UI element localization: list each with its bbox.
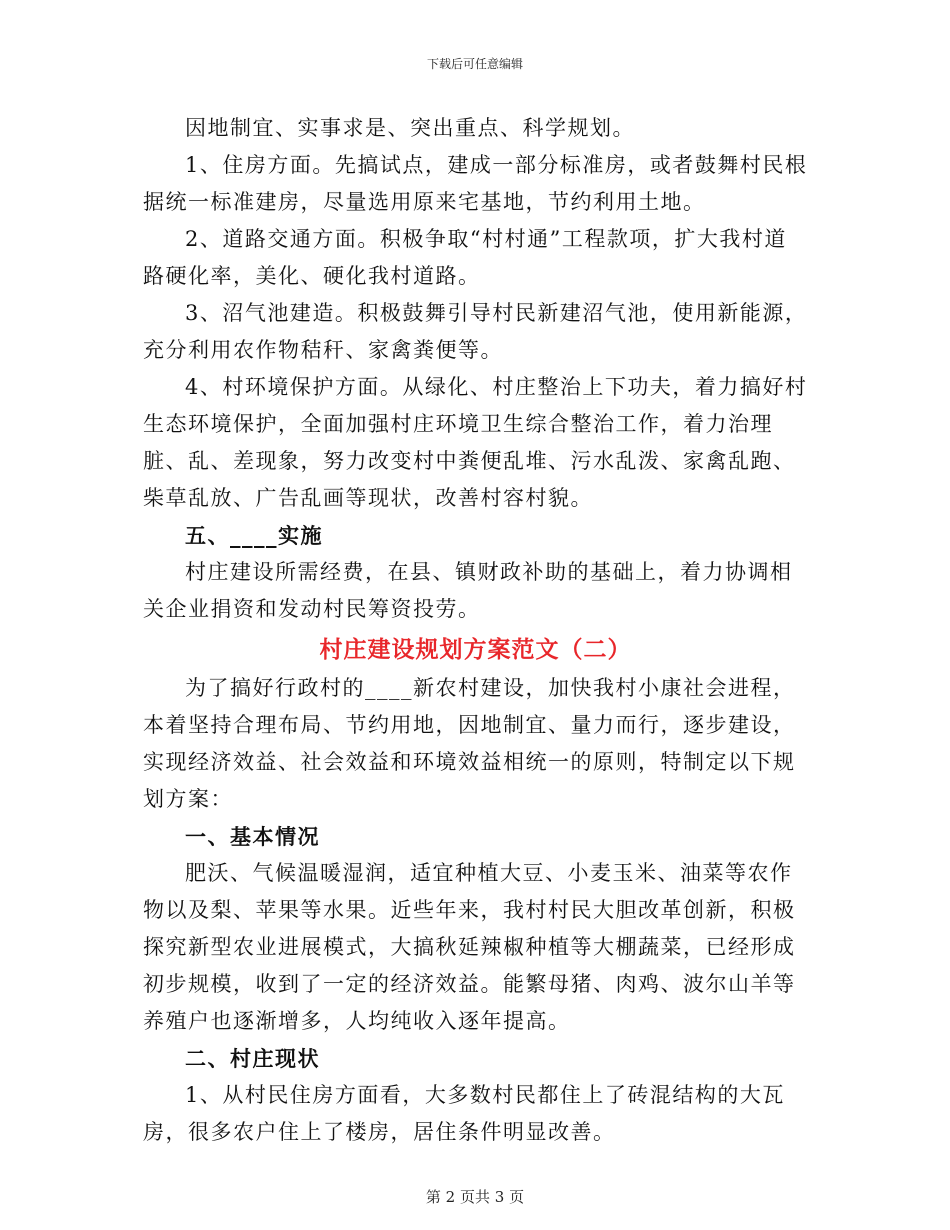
paragraph-principles: 因地制宜、实事求是、突出重点、科学规划。 bbox=[185, 116, 635, 140]
paragraph-basic-info: 肥沃、气候温暖湿润，适宜种植大豆、小麦玉米、油菜等农作物以及梨、苹果等水果。近些年来，我村村民大胆改革创新，积极探究新型农业进展模式，大搞秋延辣椒种植等大棚蔬菜，已经形成初步规模，收到了一定的经济效益。能繁母猪、肉鸡、波尔山羊等养殖户也逐渐增多，人均纯收入逐年提高。 bbox=[143, 861, 796, 1033]
section-heading-implementation: 五、____实施 bbox=[185, 523, 323, 548]
section-heading-basic-info: 一、基本情况 bbox=[185, 824, 320, 849]
paragraph-roads: 2、道路交通方面。积极争取“村村通”工程款项，扩大我村道路硬化率，美化、硬化我村道路。 bbox=[143, 227, 787, 288]
paragraph-village-housing: 1、从村民住房方面看，大多数村民都住上了砖混结构的大瓦房，很多农户住上了楼房，居住条件明显改善。 bbox=[143, 1083, 785, 1144]
paragraph-biogas: 3、沼气池建造。积极鼓舞引导村民新建沼气池，使用新能源，充分利用农作物秸秆、家禽粪便等。 bbox=[143, 301, 808, 362]
page-footer: 第 2 页共 3 页 bbox=[425, 1188, 525, 1206]
document-title: 村庄建设规划方案范文（二） bbox=[319, 636, 632, 663]
document-body bbox=[143, 110, 808, 1151]
paragraph-funding: 村庄建设所需经费，在县、镇财政补助的基础上，着力协调相关企业捐资和发动村民筹资投劳。 bbox=[143, 560, 793, 621]
page-header: 下载后可任意编辑 bbox=[426, 57, 523, 71]
section-heading-village-status: 二、村庄现状 bbox=[185, 1046, 320, 1071]
paragraph-intro: 为了搞好行政村的____新农村建设，加快我村小康社会进程，本着坚持合理布局、节约用地，因地制宜、量力而行，逐步建设，实现经济效益、社会效益和环境效益相统一的原则，特制定以下规划方案： bbox=[143, 676, 796, 811]
paragraph-housing: 1、住房方面。先搞试点，建成一部分标准房，或者鼓舞村民根据统一标准建房，尽量选用原来宅基地，节约利用土地。 bbox=[143, 153, 808, 214]
paragraph-environment: 4、村环境保护方面。从绿化、村庄整治上下功夫，着力搞好村生态环境保护，全面加强村庄环境卫生综合整治工作，着力治理脏、乱、差现象，努力改变村中粪便乱堆、污水乱泼、家禽乱跑、柴草乱放、广告乱画等现状，改善村容村貌。 bbox=[143, 375, 808, 510]
